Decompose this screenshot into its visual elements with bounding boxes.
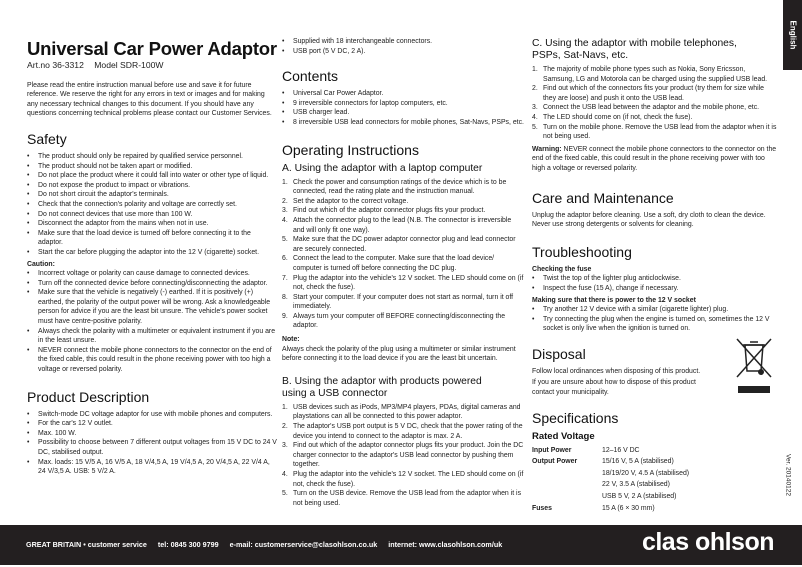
item-text: Attach the connector plug to the lead (N.B. The connector is irreversible and will only fit one way). — [293, 216, 512, 234]
section-a-list — [282, 178, 524, 332]
list-item — [27, 269, 277, 279]
list-item — [282, 489, 524, 508]
list-item — [27, 219, 277, 229]
item-text: Always check the polarity with a multimeter or equivalent instrument if you are in the least unsure. — [38, 327, 276, 345]
item-text: Turn off the connected device before connecting/disconnecting the adaptor. — [38, 279, 268, 287]
list-item — [27, 419, 277, 429]
item-text: Make sure that the vehicle is negatively (-) earthed. If it is positively (+) earthed, the polarity of the output power will be wrong. Ask a knowledgeable person for advice if you are the least bit unsure. The vehicle's power socket must have centre-positive polarity. — [38, 289, 271, 326]
item-number: 5. — [282, 236, 288, 244]
contents-heading: Contents — [282, 68, 339, 85]
list-item — [532, 274, 777, 284]
article-number: Art.no 36-3312 — [27, 60, 84, 70]
list-item — [27, 346, 277, 375]
item-text: USB charger lead. — [293, 109, 350, 117]
item-number: 2. — [532, 85, 538, 93]
specifications-heading: Specifications — [532, 409, 619, 426]
item-text: Disconnect the adaptor from the mains when not in use. — [38, 220, 209, 228]
list-item — [282, 403, 524, 422]
list-item — [532, 123, 777, 142]
item-number: 8. — [282, 293, 288, 301]
item-text: Check the power and consumption ratings of the device which is to be connected, read the rating plate and the instruction manual. — [293, 178, 507, 196]
item-text: Find out which of the connectors fits your product (try them for size while they are loose) and push it onto the USB lead. — [543, 85, 764, 102]
model-number: Model SDR-100W — [94, 60, 164, 70]
email: e-mail: customerservice@clasohlson.co.uk — [229, 540, 378, 549]
list-item — [532, 315, 777, 334]
item-number: 4. — [282, 471, 288, 478]
item-text: Start your computer. If your computer does not start as normal, turn it off immediately. — [293, 293, 514, 311]
caution-label: Caution: — [27, 260, 55, 268]
product-description-heading: Product Description — [27, 388, 150, 405]
power-list — [532, 305, 777, 334]
output-power-value: 18/19/20 V, 4.5 A (stabilised) — [602, 469, 690, 477]
output-power-value: USB 5 V, 2 A (stabilised) — [602, 493, 677, 501]
safety-list — [27, 152, 277, 258]
contact-info — [26, 540, 511, 549]
list-item — [27, 458, 277, 477]
item-text: Make sure that the DC power adaptor connector plug and lead connector are securely connected. — [293, 236, 516, 253]
list-item — [282, 254, 524, 273]
list-item — [27, 410, 277, 420]
list-item — [27, 279, 277, 289]
section-b-list — [282, 403, 524, 509]
item-text: Try another 12 V device with a similar (cigarette lighter) plug. — [543, 306, 729, 314]
item-number: 2. — [282, 197, 288, 205]
list-item — [282, 216, 524, 235]
fuses-label: Fuses — [532, 504, 552, 512]
language-tab — [783, 0, 802, 70]
item-text: Inspect the fuse (15 A), change if necessary. — [543, 284, 679, 292]
safety-heading: Safety — [27, 130, 67, 147]
footer-bar — [0, 525, 802, 565]
column-1 — [27, 38, 277, 477]
output-power-value: 15/16 V, 5 A (stabilised) — [602, 458, 674, 466]
item-number: 5. — [532, 123, 538, 131]
warning-body: NEVER connect the mobile phone connectors to the connector on the end of the fixed cable, this could result in the phone receiving power with too high a voltage or reversed polarity. — [532, 145, 777, 172]
list-item — [27, 288, 277, 326]
list-item — [532, 305, 777, 315]
item-number: 1. — [282, 403, 288, 411]
column-3 — [532, 38, 777, 513]
item-text: Find out which of the adaptor connector plugs fits your product. — [293, 207, 486, 215]
list-item — [282, 422, 524, 441]
item-number: 5. — [282, 490, 288, 498]
product-list — [27, 410, 277, 477]
item-text: The product should not be taken apart or modified. — [38, 162, 193, 170]
item-text: Check that the connection's polarity and voltage are correctly set. — [38, 200, 237, 208]
item-text: Switch-mode DC voltage adaptor for use with mobile phones and computers. — [38, 410, 273, 418]
item-number: 6. — [282, 255, 288, 263]
list-item — [282, 235, 524, 254]
section-a-heading: A. Using the adaptor with a laptop computer — [282, 162, 483, 174]
care-text: Unplug the adaptor before cleaning. Use a soft, dry cloth to clean the device. Never use strong detergents or solvents for cleaning. — [532, 211, 766, 229]
list-item — [27, 200, 277, 210]
list-item — [282, 178, 524, 197]
list-item — [282, 37, 524, 47]
list-item — [282, 293, 524, 312]
item-number: 1. — [532, 66, 538, 73]
section-c-list — [532, 65, 777, 142]
input-power-value: 12–16 V DC — [602, 446, 640, 454]
item-text: Always turn your computer off BEFORE connecting/disconnecting the adaptor. — [293, 312, 506, 330]
list-item — [282, 89, 524, 99]
item-number: 3. — [282, 207, 288, 215]
item-text: Universal Car Power Adaptor. — [293, 90, 384, 98]
warning-label: Warning: — [532, 145, 562, 153]
item-number: 1. — [282, 178, 288, 186]
list-item — [282, 47, 524, 57]
version-label — [778, 440, 798, 510]
product-list-continued — [282, 37, 524, 56]
list-item — [282, 312, 524, 331]
item-text: Set the adaptor to the correct voltage. — [293, 197, 409, 205]
fuse-list — [532, 274, 777, 293]
list-item — [532, 284, 777, 294]
item-text: Connect the USB lead between the adaptor and the mobile phone, etc. — [543, 104, 760, 112]
item-text: Twist the top of the lighter plug anticlockwise. — [543, 275, 681, 283]
item-text: NEVER connect the mobile phone connectors to the connector on the end of the fixed cable, this could result in the phone receiving power with too high a voltage or reversed polarity. — [38, 346, 272, 374]
item-text: 9 irreversible connectors for laptop computers, etc. — [293, 99, 448, 107]
item-text: Do not expose the product to impact or vibrations. — [38, 181, 191, 189]
operating-heading: Operating Instructions — [282, 141, 419, 158]
intro-text: Please read the entire instruction manual before use and save it for future reference. We reserve the right for any errors in text or images and for making any necessary technical changes to this document. If you should have any questions concerning technical problems please contact our Customer Services. — [27, 81, 272, 118]
version-text: Ver. 20140122 — [784, 454, 792, 496]
item-text: Plug the adaptor into the vehicle's 12 V socket. The LED should come on (if not, check the fuse). — [293, 274, 524, 292]
item-text: Max. 100 W. — [38, 429, 77, 437]
input-power-label: Input Power — [532, 446, 572, 454]
item-number: 2. — [282, 423, 288, 431]
column-2 — [282, 37, 524, 508]
list-item — [27, 171, 277, 181]
troubleshooting-heading: Troubleshooting — [532, 243, 632, 260]
list-item — [27, 229, 277, 248]
item-text: Make sure that the load device is turned off before connecting it to the adaptor. — [38, 229, 251, 247]
item-text: Try connecting the plug when the engine is turned on, sometimes the 12 V socket is only live when the ignition is turned on. — [543, 315, 770, 333]
customer-service-label: GREAT BRITAIN • customer service — [26, 540, 147, 549]
output-power-value: 22 V, 3.5 A (stabilised) — [602, 481, 670, 489]
telephone: tel: 0845 300 9799 — [157, 540, 219, 549]
list-item — [282, 99, 524, 109]
list-item — [532, 103, 777, 113]
language-label: English — [788, 20, 797, 50]
list-item — [27, 438, 277, 457]
item-text: Find out which of the adaptor connector plugs fits your product. Join the DC charger connector to the adaptor's USB lead connector by pushing them together. — [293, 442, 524, 469]
item-number: 7. — [282, 274, 288, 282]
disposal-text-1: Follow local ordinances when disposing of this product. — [532, 367, 701, 375]
list-item — [27, 162, 277, 172]
item-text: The majority of mobile phone types such as Nokia, Sony Ericsson, Samsung, LG and Motorola can be charged using the supplied USB lead. — [543, 66, 768, 83]
list-item — [282, 441, 524, 470]
item-text: For the car's 12 V outlet. — [38, 420, 113, 428]
item-text: The LED should come on (if not, check the fuse). — [543, 113, 693, 121]
section-c-heading: C. Using the adaptor with mobile telephones, PSPs, Sat-Navs, etc. — [532, 38, 737, 61]
power-label: Making sure that there is power to the 12 V socket — [532, 296, 696, 304]
item-text: Connect the lead to the computer. Make sure that the load device/ computer is turned off before connecting the DC plug. — [293, 255, 495, 272]
item-text: Supplied with 18 interchangeable connectors. — [293, 38, 433, 45]
list-item — [532, 84, 777, 103]
website: internet: www.clasohlson.com/uk — [388, 540, 503, 549]
caution-list — [27, 269, 277, 375]
weee-crossed-bin-icon — [735, 335, 773, 395]
item-number: 3. — [532, 104, 538, 112]
item-text: 8 irreversible USB lead connectors for mobile phones, Sat-Navs, PSPs, etc. — [293, 118, 524, 126]
list-item — [27, 429, 277, 439]
item-text: Do not place the product where it could fall into water or other type of liquid. — [38, 172, 269, 180]
care-heading: Care and Maintenance — [532, 189, 674, 206]
item-text: Do not connect devices that use more than 100 W. — [38, 210, 193, 218]
output-power-label: Output Power — [532, 458, 578, 466]
contents-list — [282, 89, 524, 127]
list-item — [282, 274, 524, 293]
article-info — [27, 61, 277, 71]
disposal-heading: Disposal — [532, 345, 586, 362]
item-text: The product should only be repaired by qualified service personnel. — [38, 152, 243, 160]
disposal-text-2: If you are unsure about how to dispose of this product contact your municipality. — [532, 379, 696, 397]
list-item — [282, 108, 524, 118]
item-number: 4. — [282, 216, 288, 224]
list-item — [282, 206, 524, 216]
item-text: Do not short circuit the adaptor's terminals. — [38, 191, 169, 199]
item-number: 4. — [532, 113, 538, 121]
item-text: USB port (5 V DC, 2 A). — [293, 47, 366, 55]
list-item — [27, 248, 277, 258]
list-item — [27, 190, 277, 200]
list-item — [532, 113, 777, 123]
list-item — [532, 65, 777, 84]
brand-logo: clas ohlson — [641, 528, 774, 556]
warning-text — [532, 145, 777, 174]
list-item — [27, 181, 277, 191]
item-text: Turn on the USB device. Remove the USB lead from the adaptor when it is not being used. — [293, 490, 522, 507]
section-b-heading: B. Using the adaptor with products powered using a USB connector — [282, 375, 482, 399]
list-item — [282, 470, 524, 489]
item-text: Incorrect voltage or polarity can cause damage to connected devices. — [38, 270, 250, 278]
note-label: Note: — [282, 336, 300, 344]
item-text: Possibility to choose between 7 different output voltages from 15 V DC to 24 V DC, stabilised output. — [38, 439, 277, 456]
specs-table — [532, 446, 777, 514]
list-item — [282, 197, 524, 207]
item-text: Turn on the mobile phone. Remove the USB lead from the adaptor when it is not being used. — [543, 123, 777, 141]
item-text: The adaptor's USB port output is 5 V DC, check that the power rating of the device you intend to connect to the adaptor is max. 2 A. — [293, 423, 523, 440]
item-text: Max. loads: 15 V/5 A, 16 V/5 A, 18 V/4,5 A, 19 V/4,5 A, 20 V/4,5 A, 22 V/4 A, 24 V/3,5 A. USB: 5 V/2 A. — [38, 458, 270, 476]
list-item — [282, 118, 524, 128]
item-text: USB devices such as iPods, MP3/MP4 players, PDAs, digital cameras and playstations can all be connected to this power adaptor. — [293, 403, 521, 421]
item-number: 9. — [282, 312, 288, 320]
rated-voltage-heading: Rated Voltage — [532, 430, 595, 442]
item-number: 3. — [282, 442, 288, 450]
list-item — [27, 210, 277, 220]
list-item — [27, 327, 277, 346]
note-text: Always check the polarity of the plug using a multimeter or similar instrument before connecting it to the load device if you are the least bit uncertain. — [282, 345, 516, 363]
fuses-value: 15 A (6 × 30 mm) — [602, 504, 655, 512]
fuse-label: Checking the fuse — [532, 265, 592, 273]
item-text: Start the car before plugging the adaptor into the 12 V (cigarette) socket. — [38, 248, 260, 256]
list-item — [27, 152, 277, 162]
page-title: Universal Car Power Adaptor — [27, 38, 277, 59]
item-text: Plug the adaptor into the vehicle's 12 V socket. The LED should come on (if not, check the fuse). — [293, 471, 524, 488]
